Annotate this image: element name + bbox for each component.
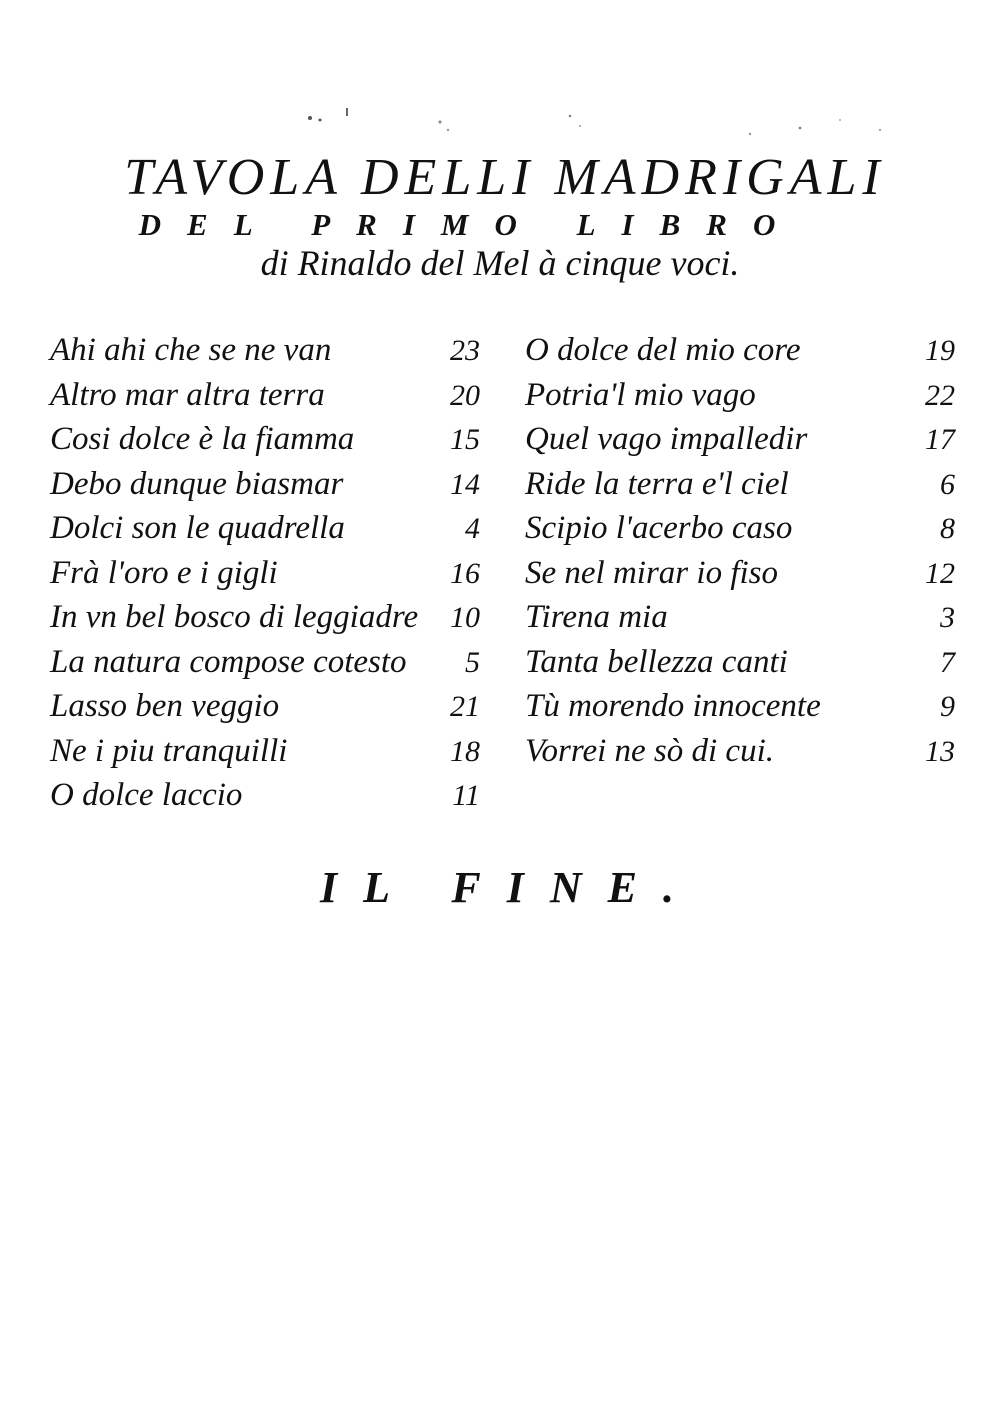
- entry-title: Potria'l mio vago: [525, 376, 756, 413]
- index-entry: [525, 555, 965, 600]
- entry-title: Ride la terra e'l ciel: [525, 465, 789, 502]
- index-entry: [50, 599, 490, 644]
- entry-page: 13: [925, 734, 955, 768]
- index-column-right: [525, 332, 965, 777]
- table-title: TAVOLA DELLI MADRIGALI: [124, 149, 886, 206]
- entry-page: 6: [940, 467, 955, 501]
- index-entry: [525, 510, 965, 555]
- entry-title: Tanta bellezza canti: [525, 643, 788, 680]
- entry-title: Cosi dolce è la fiamma: [50, 421, 355, 457]
- entry-title: Ne i piu tranquilli: [50, 732, 288, 769]
- index-entry: [525, 688, 965, 733]
- entry-title: Vorrei ne sò di cui.: [525, 732, 774, 769]
- entry-title: Debo dunque biasmar: [50, 465, 344, 502]
- colophon-il-fine: IL FINE.: [320, 863, 700, 912]
- index-entry: [525, 421, 965, 466]
- index-entry: [525, 332, 965, 377]
- entry-title: Ahi ahi che se ne van: [50, 332, 332, 368]
- entry-page: 4: [465, 512, 480, 545]
- index-entry: [50, 733, 490, 778]
- entry-page: 17: [925, 423, 955, 456]
- index-entry: [525, 377, 965, 422]
- index-entry: [50, 688, 490, 733]
- index-entry: [50, 644, 490, 689]
- index-entry: [525, 644, 965, 689]
- entry-page: 22: [925, 378, 955, 412]
- entry-page: 21: [450, 690, 480, 723]
- entry-page: 8: [940, 512, 955, 545]
- entry-title: Lasso ben veggio: [50, 688, 280, 724]
- entry-title: Se nel mirar io fiso: [525, 554, 778, 591]
- entry-title: Tirena mia: [525, 599, 668, 635]
- entry-page: 3: [940, 601, 955, 634]
- entry-page: 7: [940, 645, 955, 679]
- author-subtitle: di Rinaldo del Mel à cinque voci.: [260, 243, 740, 283]
- entry-title: O dolce laccio: [50, 777, 243, 813]
- index-entry: [50, 510, 490, 555]
- entry-page: 16: [450, 556, 480, 590]
- book-title: DEL PRIMO LIBRO: [138, 207, 802, 242]
- index-entry: [50, 777, 490, 822]
- index-entry: [525, 599, 965, 644]
- index-entry: [50, 332, 490, 377]
- entry-title: O dolce del mio core: [525, 332, 801, 368]
- entry-page: 9: [940, 690, 955, 723]
- index-entry: [50, 466, 490, 511]
- entry-page: 23: [450, 334, 480, 367]
- entry-title: Altro mar altra terra: [50, 376, 325, 413]
- entry-page: 18: [450, 734, 480, 768]
- entry-page: 15: [450, 423, 480, 456]
- entry-page: 14: [450, 467, 480, 501]
- entry-title: Scipio l'acerbo caso: [525, 510, 793, 546]
- entry-page: 20: [450, 378, 480, 412]
- entry-page: 11: [452, 779, 480, 812]
- index-entry: [50, 555, 490, 600]
- index-entry: [50, 377, 490, 422]
- index-entry: [50, 421, 490, 466]
- entry-page: 10: [450, 601, 480, 634]
- entry-page: 12: [925, 556, 955, 590]
- entry-title: Dolci son le quadrella: [50, 510, 345, 546]
- entry-title: Quel vago impalledir: [525, 421, 808, 457]
- index-column-left: [50, 332, 490, 822]
- entry-page: 19: [925, 334, 955, 367]
- entry-title: In vn bel bosco di leggiadre: [50, 599, 419, 635]
- entry-title: La natura compose cotesto: [50, 643, 407, 680]
- entry-page: 5: [465, 645, 480, 679]
- index-entry: [525, 733, 965, 778]
- index-entry: [525, 466, 965, 511]
- entry-title: Frà l'oro e i gigli: [50, 554, 278, 591]
- entry-title: Tù morendo innocente: [525, 688, 821, 724]
